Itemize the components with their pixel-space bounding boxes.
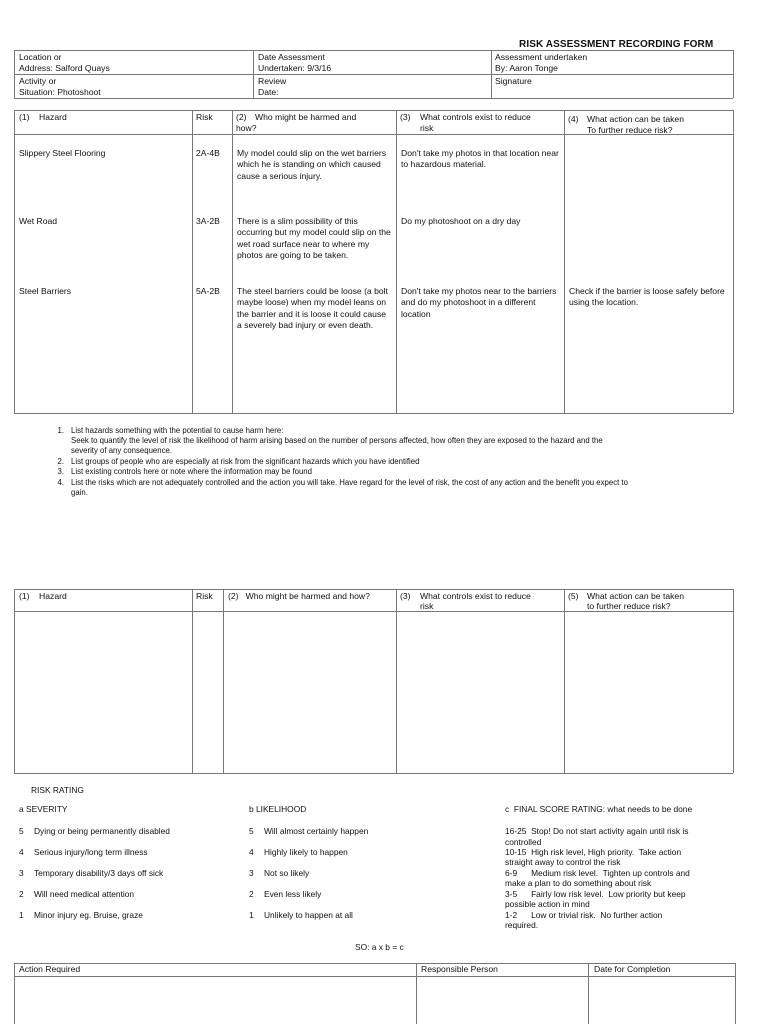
note-text: List groups of people who are especially at risk from the significant hazards which you have identified (71, 457, 420, 466)
likelihood-text: Will almost certainly happen (264, 826, 369, 836)
hazard-cell: Slippery Steel Flooring (19, 148, 106, 158)
assessment-undertaken-label: Assessment undertaken (495, 52, 588, 62)
action-header-line1: What action can be taken (587, 114, 684, 124)
likelihood-text: Even less likely (264, 889, 322, 899)
likelihood-title: b LIKELIHOOD (249, 804, 307, 814)
severity-text: Temporary disability/3 days off sick (34, 868, 164, 878)
severity-level: 3 (19, 868, 24, 878)
likelihood-text: Highly likely to happen (264, 847, 348, 857)
final-score-line: 16-25 Stop! Do not start activity again until risk is (505, 826, 689, 836)
severity-text: Will need medical attention (34, 889, 135, 899)
final-score-line: 10-15 High risk level, High priority. Take action (505, 847, 682, 857)
likelihood-level: 3 (249, 868, 254, 878)
severity-level: 4 (19, 847, 24, 857)
risk-cell: 5A-2B (196, 286, 220, 296)
note-text: severity of any consequence. (71, 446, 172, 455)
severity-text: Dying or being permanently disabled (34, 826, 170, 836)
date-assessment-label: Date Assessment (258, 52, 325, 62)
signature-label: Signature (495, 76, 532, 86)
who-header-line1: Who might be harmed and (255, 112, 357, 122)
risk-cell: 3A-2B (196, 216, 220, 226)
severity-level: 5 (19, 826, 24, 836)
controls-header-line1: What controls exist to reduce (420, 112, 531, 122)
note-text: Seek to quantify the level of risk the likelihood of harm arising based on the number of persons affected, how often they are exposed to the hazard and the (71, 436, 603, 445)
note-text: List existing controls here or note where the information may be found (71, 467, 312, 476)
risk-cell: 2A-4B (196, 148, 220, 158)
controls-header-line2: risk (420, 601, 434, 611)
final-score-title: c FINAL SCORE RATING: what needs to be done (505, 804, 693, 814)
controls-header-num: (3) (400, 112, 411, 122)
action-header-line1: What action can be taken (587, 591, 684, 601)
hazard-cell: Wet Road (19, 216, 58, 226)
severity-level: 2 (19, 889, 24, 899)
undertaken-value: Undertaken: 9/3/16 (258, 63, 332, 73)
final-score-line: required. (505, 920, 539, 930)
action-header-line2: to further reduce risk? (587, 601, 671, 611)
hazard-header: (1) Hazard (19, 112, 67, 122)
assessor-name: By: Aaron Tonge (495, 63, 558, 73)
location-label: Location or (19, 52, 62, 62)
address-value: Address: Salford Quays (19, 63, 110, 73)
final-score-line: make a plan to do something about risk (505, 878, 652, 888)
controls-header-num: (3) (400, 591, 411, 601)
likelihood-text: Unlikely to happen at all (264, 910, 353, 920)
final-score-line: 1-2 Low or trivial risk. No further action (505, 910, 663, 920)
who-header-line2: how? (236, 123, 257, 133)
who-header: (2) Who might be harmed and how? (228, 591, 370, 601)
who-cell: My model could slip on the wet barriers which he is standing on which caused cause a serious injury. (237, 148, 387, 181)
final-score-line: 6-9 Medium risk level. Tighten up controls and (505, 868, 690, 878)
note-number: 4. (57, 478, 64, 487)
controls-cell: Don't take my photos near to the barriers and do my photoshoot in a different location (401, 286, 557, 319)
action-header-num: (4) (568, 114, 579, 124)
risk-header: Risk (196, 591, 213, 601)
responsible-person-header: Responsible Person (421, 964, 498, 974)
hazard-header: (1) Hazard (19, 591, 67, 601)
hazard-cell: Steel Barriers (19, 286, 72, 296)
form-title: RISK ASSESSMENT RECORDING FORM (519, 39, 714, 50)
final-score-line: controlled (505, 837, 542, 847)
action-header-num: (5) (568, 591, 579, 601)
who-cell: The steel barriers could be loose (a bolt maybe loose) when my model leans on the barrier and it is loose it could cause a severely bad injury or even death. (237, 286, 388, 330)
likelihood-level: 2 (249, 889, 254, 899)
severity-text: Serious injury/long term illness (34, 847, 148, 857)
final-score-line: possible action in mind (505, 899, 590, 909)
date-for-completion-header: Date for Completion (594, 964, 671, 974)
note-text: List the risks which are not adequately controlled and the action you will take. Have regard for the level of risk, the cost of any action and the benefit you expect to (71, 478, 628, 487)
controls-cell: Do my photoshoot on a dry day (401, 216, 521, 226)
review-label: Review (258, 76, 287, 86)
review-date: Date: (258, 87, 279, 97)
score-formula: SO: a x b = c (355, 942, 404, 952)
severity-text: Minor injury eg. Bruise, graze (34, 910, 143, 920)
note-text: gain. (71, 488, 88, 497)
situation-value: Situation: Photoshoot (19, 87, 101, 97)
controls-cell: Don't take my photos in that location near to hazardous material. (401, 148, 559, 170)
note-number: 2. (57, 457, 64, 466)
controls-header-line1: What controls exist to reduce (420, 591, 531, 601)
who-cell: There is a slim possibility of this occurring but my model could slip on the wet road surface near to where my photos are going to be taken. (237, 216, 391, 260)
final-score-line: 3-5 Fairly low risk level. Low priority but keep (505, 889, 686, 899)
risk-rating-title: RISK RATING (31, 785, 84, 795)
note-number: 3. (57, 467, 64, 476)
controls-header-line2: risk (420, 123, 434, 133)
note-number: 1. (57, 426, 64, 435)
severity-level: 1 (19, 910, 24, 920)
likelihood-level: 5 (249, 826, 254, 836)
likelihood-level: 1 (249, 910, 254, 920)
activity-label: Activity or (19, 76, 57, 86)
action-required-header: Action Required (19, 964, 81, 974)
likelihood-text: Not so likely (264, 868, 310, 878)
action-cell: Check if the barrier is loose safely before using the location. (569, 286, 725, 308)
risk-header: Risk (196, 112, 213, 122)
severity-title: a SEVERITY (19, 804, 68, 814)
likelihood-level: 4 (249, 847, 254, 857)
final-score-line: straight away to control the risk (505, 857, 621, 867)
note-text: List hazards something with the potential to cause harm here: (71, 426, 284, 435)
who-header-num: (2) (236, 112, 247, 122)
action-header-line2: To further reduce risk? (587, 125, 673, 135)
